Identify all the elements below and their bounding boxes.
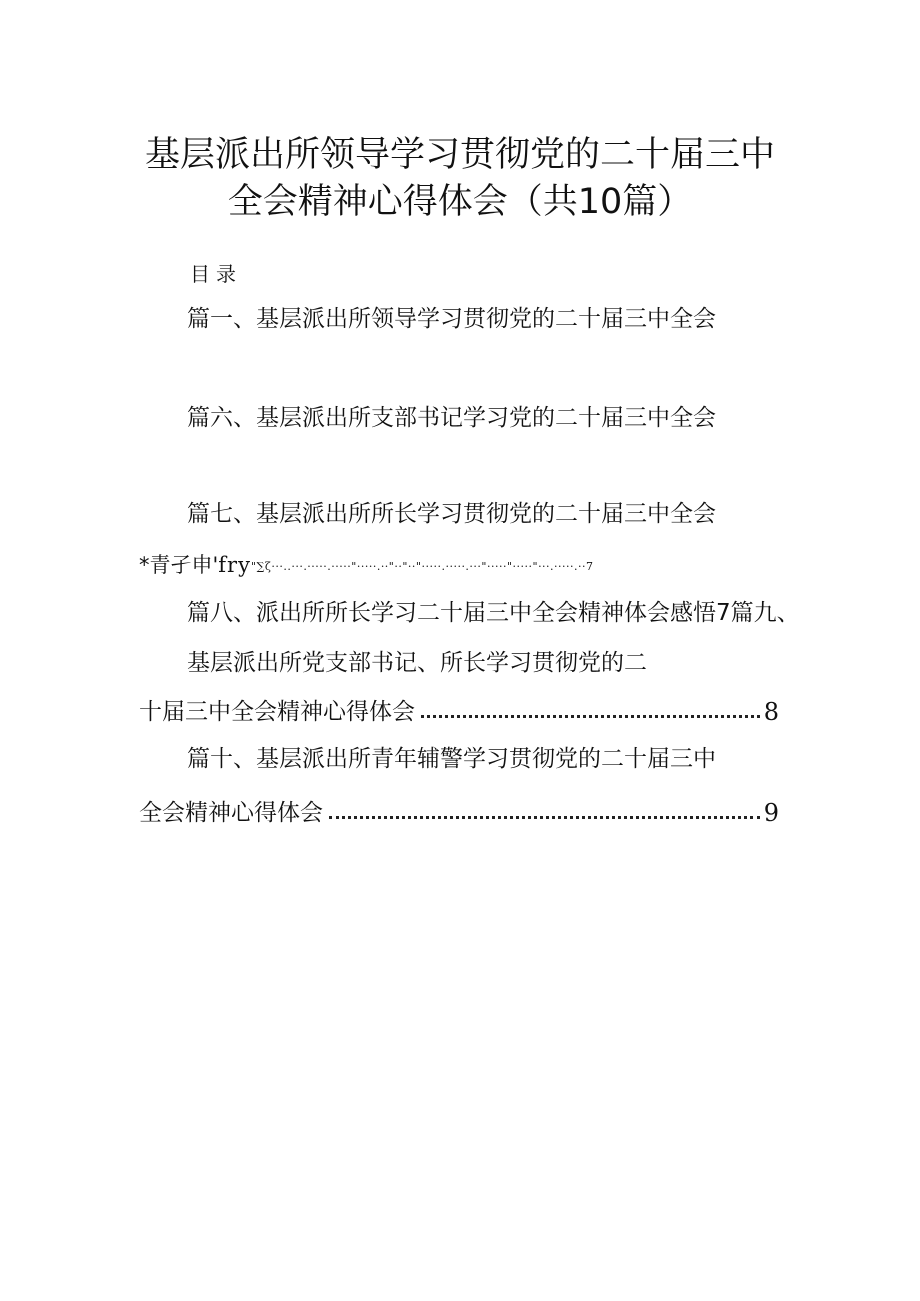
garbled-leader: "∑ζ···..···.·····.·····"·····.··"··"··"·····.·····.···"·····"·····"···.·····.··7 [250,560,594,573]
toc-entry-7[interactable]: 篇七、基层派出所所长学习贯彻党的二十届三中全会 [187,501,716,527]
document-title-line-2: 全会精神心得体会（共10篇） [227,182,693,222]
toc-entry-9-text: 十届三中全会精神心得体会 [139,699,415,725]
toc-heading: 目录 [190,262,242,286]
toc-entry-10-line-2[interactable] [139,795,779,827]
toc-entry-10-text: 全会精神心得体会 [139,800,323,826]
toc-entry-1[interactable]: 篇一、基层派出所领导学习贯彻党的二十届三中全会 [187,306,716,332]
toc-entry-8[interactable]: 篇八、派出所所长学习二十届三中全会精神体会感悟7篇九、 [187,600,800,626]
page-number: 8 [763,698,779,726]
dot-leader [421,715,760,718]
page-number: 9 [763,799,779,827]
toc-entry-10-line-1[interactable]: 篇十、基层派出所青年辅警学习贯彻党的二十届三中 [187,746,716,772]
toc-entry-garbled[interactable] [139,550,594,582]
toc-entry-9-line-2[interactable] [139,694,779,726]
document-title-line-1: 基层派出所领导学习贯彻党的二十届三中 [144,135,775,175]
garbled-text: *青孑申' [139,553,219,577]
dot-leader [329,816,760,819]
toc-entry-6[interactable]: 篇六、基层派出所支部书记学习党的二十届三中全会 [187,405,716,431]
toc-entry-9-line-1[interactable]: 基层派出所党支部书记、所长学习贯彻党的二 [187,650,647,676]
garbled-latin: fry [218,553,251,577]
